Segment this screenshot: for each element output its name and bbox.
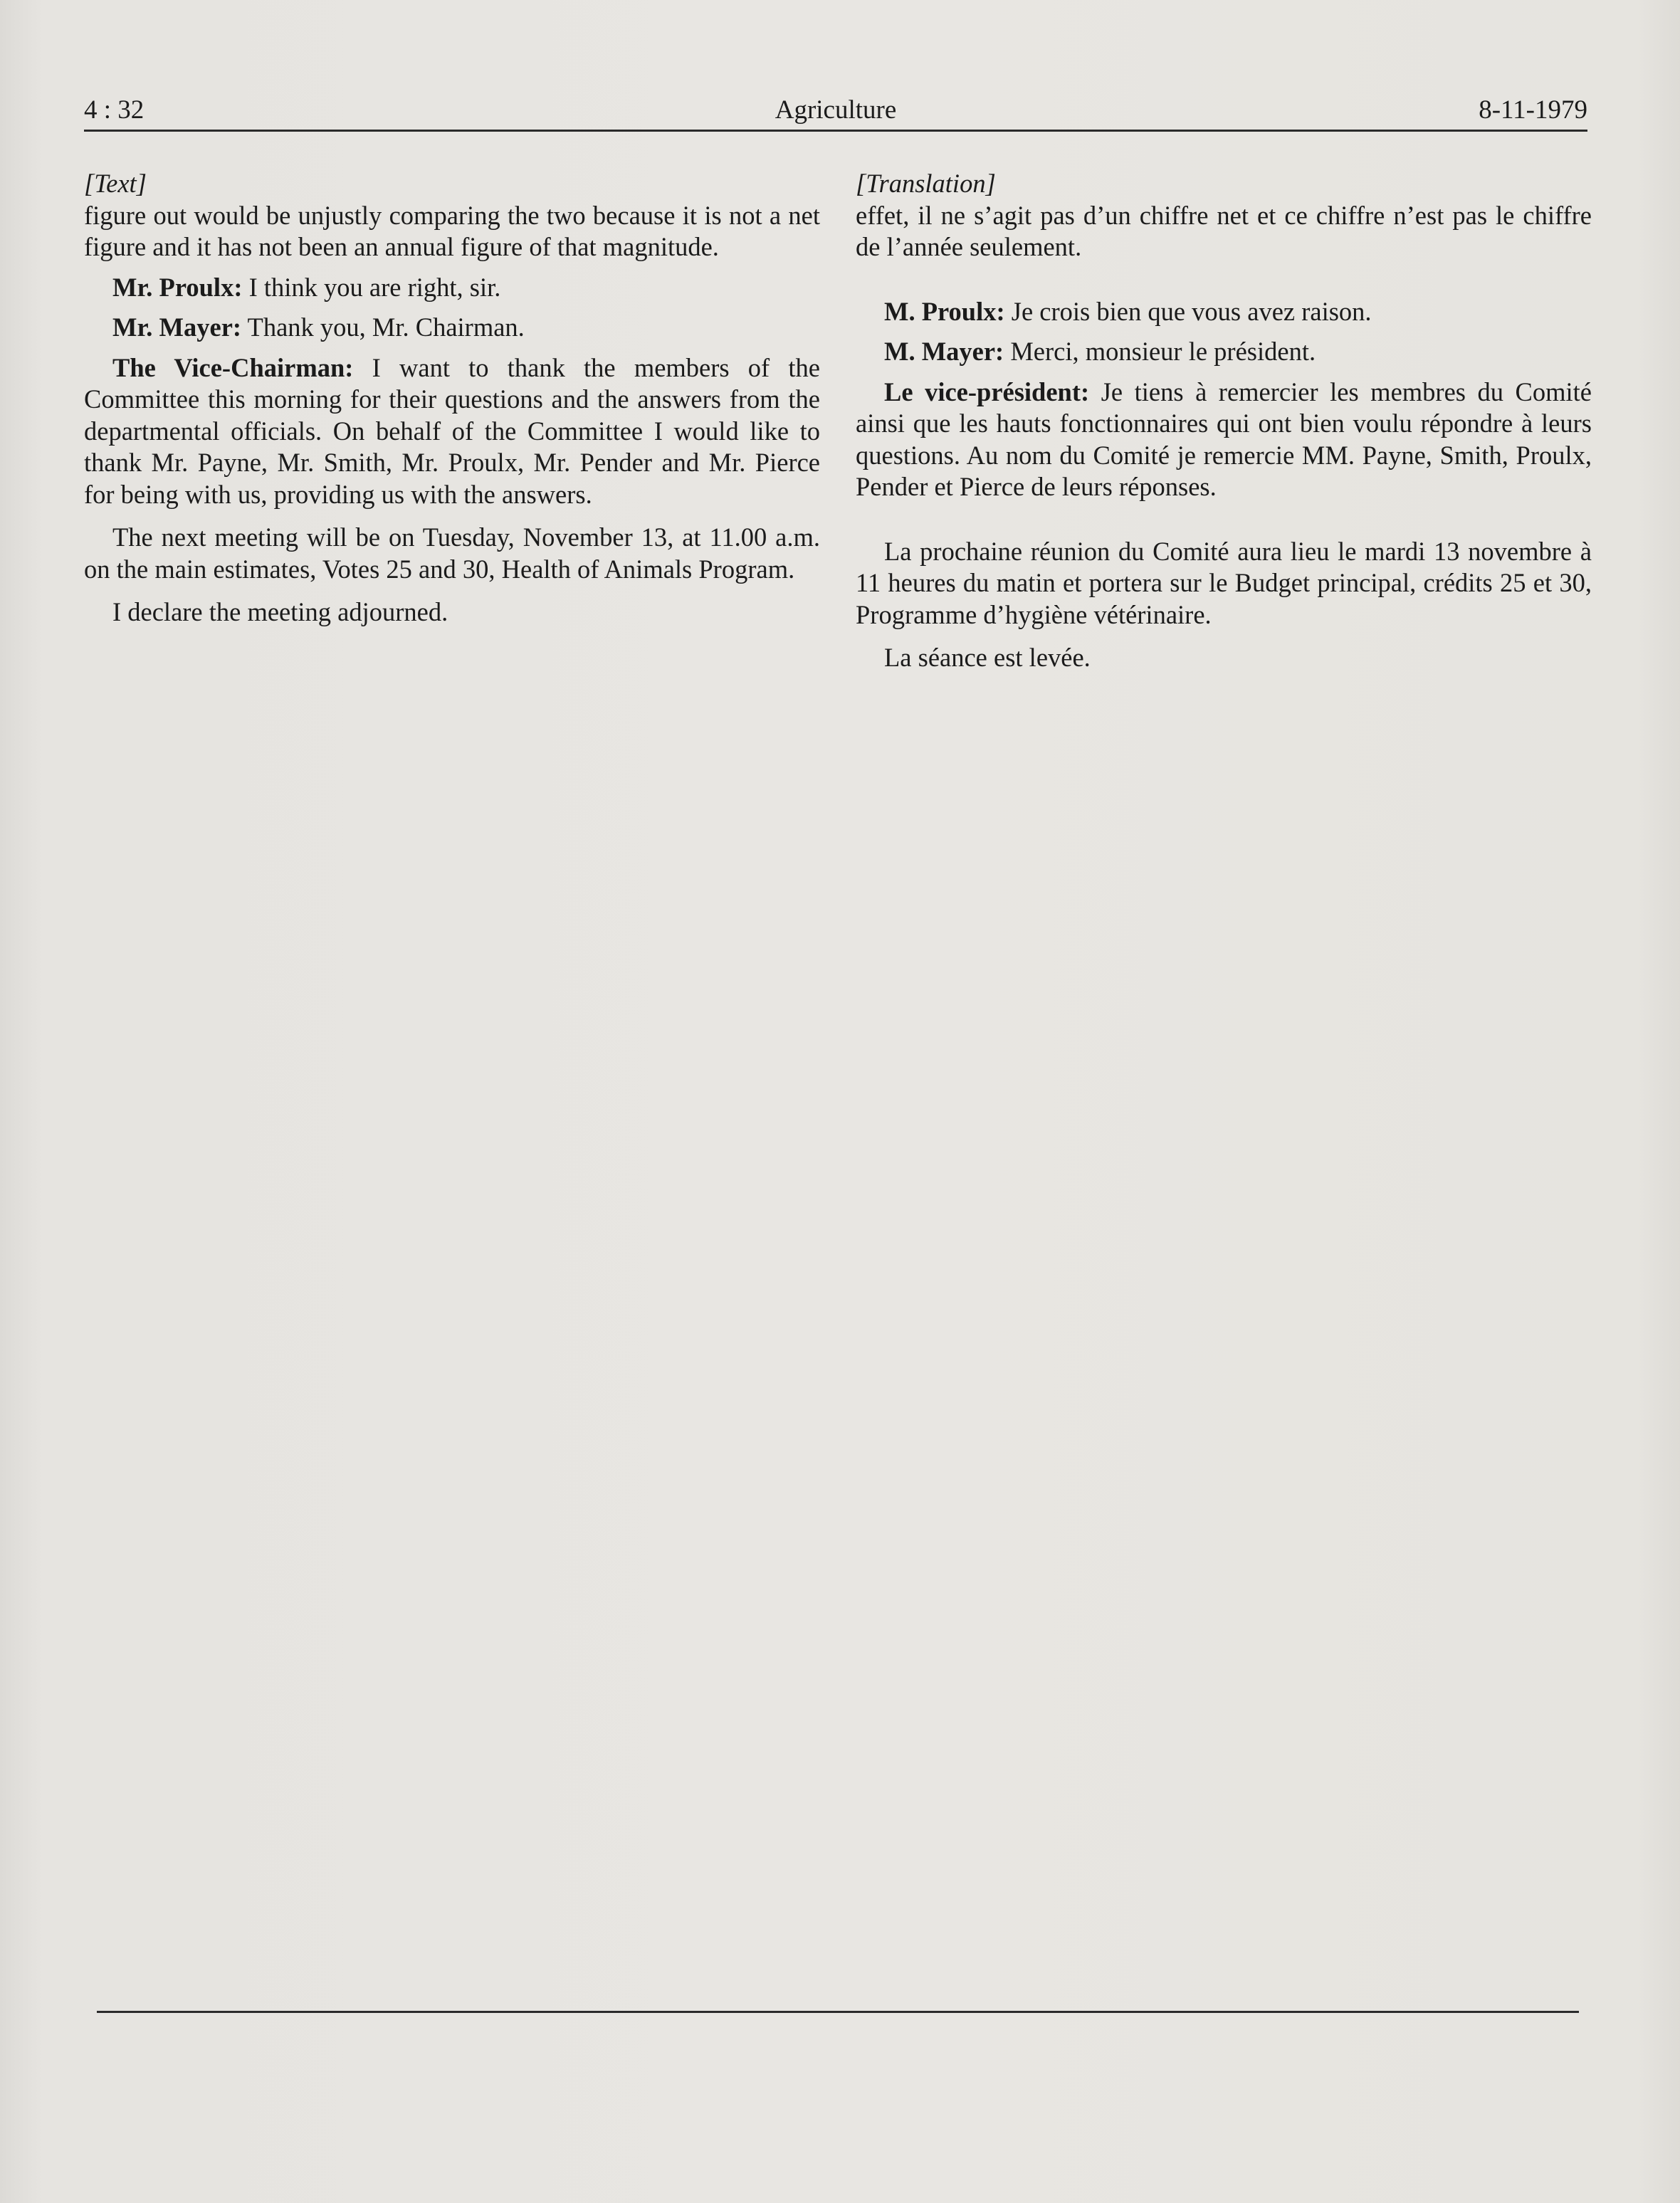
speaker-name: M. Mayer:: [884, 337, 1004, 366]
speech-text: I want to thank the members of the Committee this morning for their questions and the answers from the departmental officials. On behalf of the Committee I would like to thank Mr. Payne, Mr. Smith, Mr. Proulx, Mr. Pender and Mr. Pierce for being with us, providing us with the answers.: [84, 352, 821, 509]
column-label: [Translation]: [856, 169, 996, 198]
speaker-name: Mr. Mayer:: [112, 312, 242, 342]
column-label: [Text]: [84, 169, 147, 198]
page-number: 4 : 32: [84, 95, 145, 125]
speaker-paragraph: [84, 312, 820, 344]
paragraph: I declare the meeting adjourned.: [112, 597, 448, 626]
header-rule: [84, 130, 1587, 132]
english-column: [84, 168, 820, 629]
paragraph: The next meeting will be on Tuesday, November 13, at 11.00 a.m. on the main estimates, Votes 25 and 30, Health of Animals Program.: [84, 522, 820, 584]
french-column: [856, 168, 1592, 674]
speaker-paragraph: [84, 272, 820, 304]
speaker-paragraph: [84, 352, 820, 511]
paragraph: effet, il ne s’agit pas d’un chiffre net et ce chiffre n’est pas le chiffre de l’année seulement.: [856, 200, 1592, 261]
speech-text: I think you are right, sir.: [242, 272, 501, 302]
speech-text: Merci, monsieur le président.: [1004, 337, 1316, 366]
section-title: Agriculture: [775, 95, 897, 125]
speech-text: Je crois bien que vous avez raison.: [1004, 296, 1372, 326]
speaker-name: M. Proulx:: [884, 296, 1005, 326]
paragraph: La séance est levée.: [884, 643, 1091, 672]
speaker-paragraph: [856, 336, 1592, 368]
speech-text: Je tiens à remercier les membres du Comité ainsi que les hauts fonctionnaires qui ont bien voulu répondre à leurs questions. Au nom du Comité je remercie MM. Payne, Smith, Proulx, Pender et Pierce de leurs réponses.: [856, 377, 1592, 501]
speaker-name: Mr. Proulx:: [112, 272, 243, 302]
paragraph: La prochaine réunion du Comité aura lieu le mardi 13 novembre à 11 heures du matin et portera sur le Budget principal, crédits 25 et 30, Programme d’hygiène vétérinaire.: [856, 536, 1592, 629]
speech-text: Thank you, Mr. Chairman.: [241, 312, 525, 342]
speaker-paragraph: [856, 296, 1592, 328]
publication-date: 8-11-1979: [1479, 95, 1587, 125]
speaker-name: The Vice-Chairman:: [112, 352, 354, 382]
footer-rule: [97, 2011, 1579, 2013]
running-header: [84, 91, 1587, 130]
paragraph: figure out would be unjustly comparing the two because it is not a net figure and it has not been an annual figure of that magnitude.: [84, 200, 820, 261]
speaker-paragraph: [856, 377, 1592, 503]
speaker-name: Le vice-président:: [884, 377, 1090, 406]
